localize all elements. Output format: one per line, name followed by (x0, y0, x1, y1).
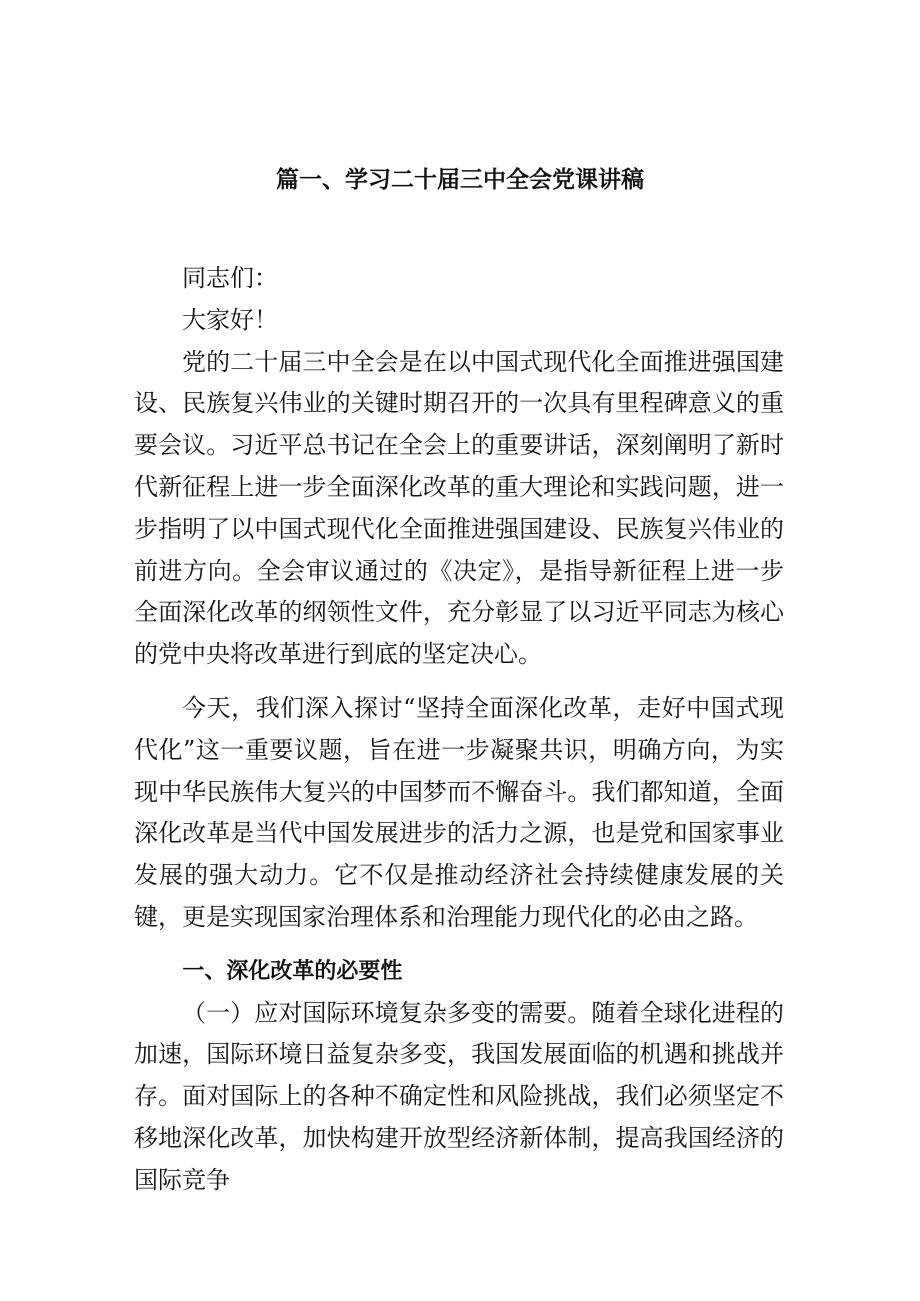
section-heading: 一、深化改革的必要性 (182, 958, 403, 984)
document-body (134, 258, 784, 1202)
salutation: 同志们： (182, 264, 278, 292)
document-title: 篇一、学习二十届三中全会党课讲稿 (276, 167, 644, 193)
body-paragraph-2: 今天，我们深入探讨“坚持全面深化改革，走好中国式现代化”这一重要议题，旨在进一步凝聚共识，明确方向，为实现中华民族伟大复兴的中国梦而不懈奋斗。我们都知道，全面深化改革是当代中国发展进步的活力之源，也是党和国家事业发展的强大动力。它不仅是推动经济社会持续健康发展的关键，更是实现国家治理体系和治理能力现代化的必由之路。 (134, 693, 784, 931)
greeting: 大家好！ (182, 305, 278, 334)
body-paragraph-1: 党的二十届三中全会是在以中国式现代化全面推进强国建设、民族复兴伟业的关键时期召开的一次具有里程碑意义的重要会议。习近平总书记在全会上的重要讲话，深刻阐明了新时代新征程上进一步全面深化改革的重大理论和实践问题，进一步指明了以中国式现代化全面推进强国建设、民族复兴伟业的前进方向。全会审议通过的《决定》，是指导新征程上进一步全面深化改革的纲领性文件，充分彰显了以习近平同志为核心的党中央将改革进行到底的坚定决心。 (134, 347, 784, 669)
section-paragraph: （一）应对国际环境复杂多变的需要。随着全球化进程的加速，国际环境日益复杂多变，我国发展面临的机遇和挑战并存。面对国际上的各种不确定性和风险挑战，我们必须坚定不移地深化改革，加快构建开放型经济新体制，提高我国经济的国际竞争 (134, 998, 784, 1194)
